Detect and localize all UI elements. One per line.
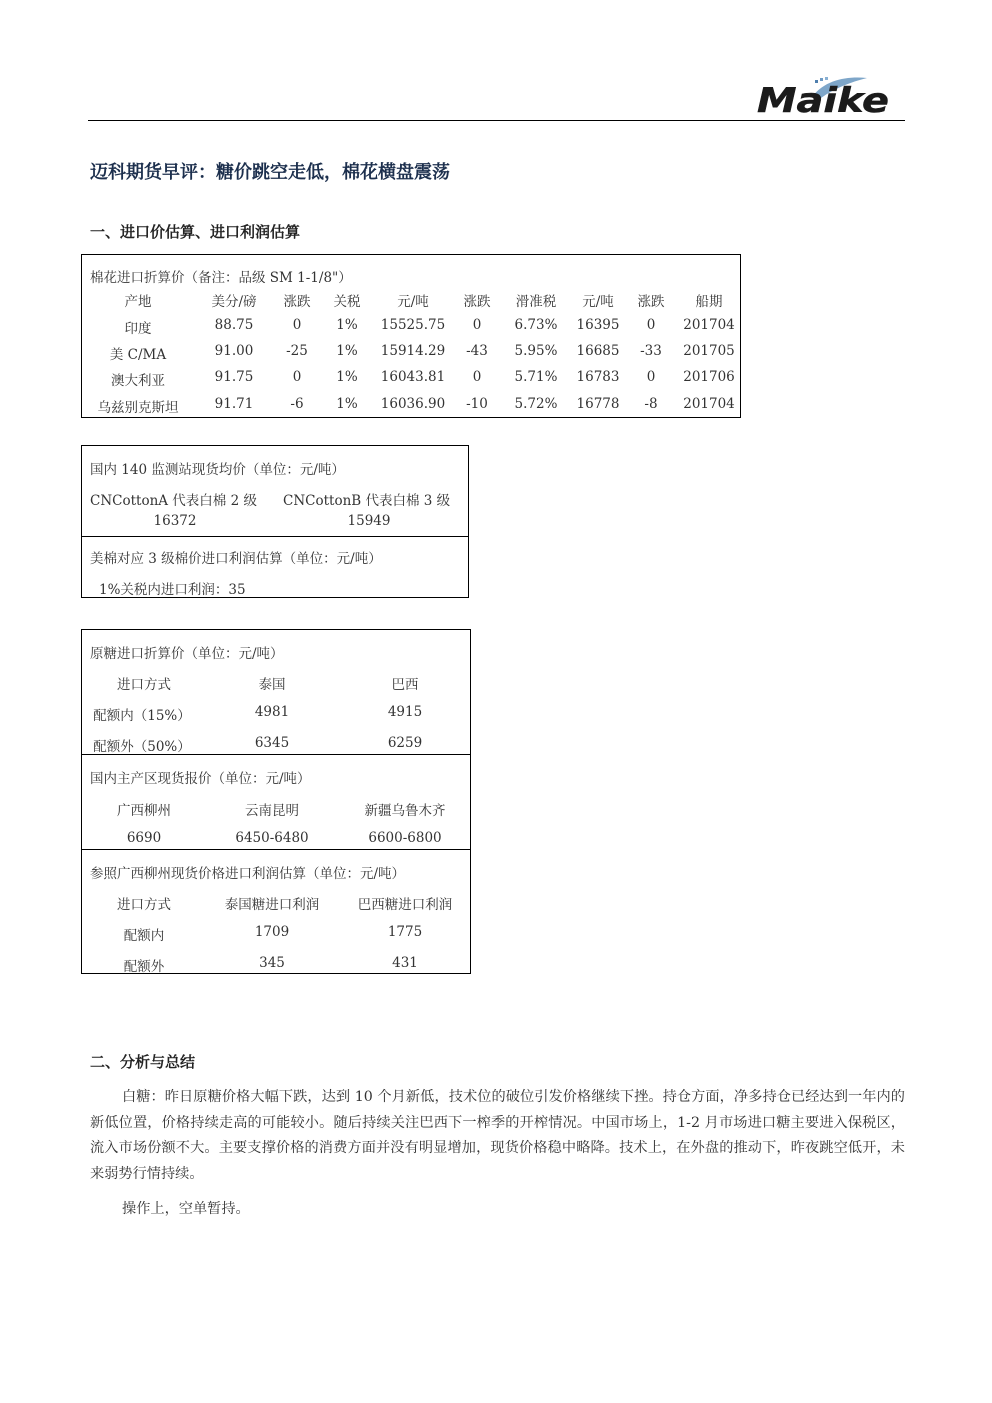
cotton-import-cell: -43: [466, 343, 488, 359]
sugar-profit-header: 泰国糖进口利润: [224, 897, 320, 913]
cotton-import-cell: 0: [472, 317, 482, 333]
cotton-profit-caption: 美棉对应 3 级棉价进口利润估算（单位：元/吨）: [90, 551, 382, 567]
divider: [82, 849, 470, 850]
sugar-import-caption: 原糖进口折算价（单位：元/吨）: [90, 646, 284, 662]
cotton-import-cell: 5.71%: [514, 369, 558, 385]
cotton-import-header: 元/吨: [582, 294, 614, 310]
cotton-import-cell: 16043.81: [380, 369, 446, 385]
sugar-import-header: 泰国: [258, 677, 286, 693]
sugar-profit-cell: 345: [259, 955, 285, 971]
domestic-cotton-caption: 国内 140 监测站现货均价（单位：元/吨）: [90, 462, 345, 478]
divider: [82, 536, 468, 537]
cotton-import-cell: -8: [644, 396, 658, 412]
cotton-import-header: 船期: [695, 294, 723, 310]
cotton-import-header: 滑准税: [515, 294, 557, 310]
divider: [82, 754, 470, 755]
cotton-import-cell: 201705: [683, 343, 735, 359]
cotton-import-cell: 91.00: [214, 343, 254, 359]
cotton-import-cell: 16036.90: [380, 396, 446, 412]
cotton-import-cell: 15525.75: [380, 317, 446, 333]
cotton-import-caption: 棉花进口折算价（备注：品级 SM 1-1/8"）: [90, 270, 352, 286]
cncotton-b-label: CNCottonB 代表白棉 3 级: [283, 493, 451, 509]
cotton-import-cell: 16778: [576, 396, 620, 412]
sugar-spot-value: 6450-6480: [235, 830, 309, 846]
cotton-import-cell: 0: [472, 369, 482, 385]
cotton-import-cell: 88.75: [214, 317, 254, 333]
cncotton-a-value: 16372: [153, 513, 197, 529]
sugar-spot-header: 云南昆明: [245, 803, 299, 819]
sugar-spot-header: 新疆乌鲁木齐: [364, 803, 446, 819]
cotton-import-cell: 澳大利亚: [111, 373, 165, 389]
cotton-import-header: 涨跌: [637, 294, 665, 310]
cotton-import-cell: 15914.29: [380, 343, 446, 359]
cncotton-a-label: CNCottonA 代表白棉 2 级: [90, 493, 257, 509]
sugar-import-header: 巴西: [391, 677, 419, 693]
cotton-import-cell: 0: [292, 317, 302, 333]
logo-text: Maike: [757, 81, 889, 118]
cotton-import-cell: 201706: [683, 369, 735, 385]
sugar-profit-header: 巴西糖进口利润: [357, 897, 453, 913]
cotton-import-cell: 1%: [336, 343, 358, 359]
sugar-table: [81, 629, 471, 974]
cotton-import-header: 涨跌: [283, 294, 311, 310]
cotton-import-cell: -25: [286, 343, 308, 359]
sugar-import-cell: 6345: [254, 735, 290, 751]
sugar-import-cell: 6259: [387, 735, 423, 751]
sugar-spot-caption: 国内主产区现货报价（单位：元/吨）: [90, 771, 311, 787]
cotton-import-header: 美分/磅: [211, 294, 257, 310]
section-2-heading: 二、分析与总结: [90, 1053, 196, 1071]
cotton-import-cell: 201704: [683, 396, 735, 412]
sugar-profit-header: 进口方式: [117, 897, 171, 913]
sugar-profit-cell: 1775: [387, 924, 423, 940]
cotton-import-cell: 6.73%: [514, 317, 558, 333]
cotton-import-cell: 印度: [124, 321, 152, 337]
cotton-import-cell: 91.75: [214, 369, 254, 385]
cotton-import-cell: 乌兹别克斯坦: [97, 400, 179, 416]
sugar-profit-cell: 配额内: [123, 928, 165, 944]
cotton-import-cell: 1%: [336, 396, 358, 412]
header-rule: [88, 120, 905, 121]
cotton-import-cell: 0: [646, 317, 656, 333]
cotton-import-cell: 0: [646, 369, 656, 385]
cotton-import-cell: 1%: [336, 369, 358, 385]
sugar-import-cell: 4981: [254, 704, 290, 720]
sugar-profit-cell: 配额外: [123, 959, 165, 975]
cotton-import-cell: -6: [290, 396, 304, 412]
cotton-import-cell: 201704: [683, 317, 735, 333]
cncotton-b-value: 15949: [347, 513, 391, 529]
cotton-import-cell: 美 C/MA: [109, 347, 167, 363]
operation-paragraph: 操作上，空单暂持。: [122, 1201, 250, 1217]
cotton-import-cell: -10: [466, 396, 488, 412]
section-1-heading: 一、进口价估算、进口利润估算: [90, 223, 301, 241]
sugar-profit-caption: 参照广西柳州现货价格进口利润估算（单位：元/吨）: [90, 866, 406, 882]
maike-logo: [755, 74, 895, 118]
sugar-profit-cell: 431: [392, 955, 418, 971]
domestic-cotton-table: [81, 445, 469, 598]
cotton-import-cell: 16685: [576, 343, 620, 359]
sugar-import-cell: 配额内（15%）: [93, 708, 191, 724]
cotton-import-cell: 91.71: [214, 396, 254, 412]
sugar-spot-value: 6600-6800: [368, 830, 442, 846]
sugar-spot-value: 6690: [126, 830, 162, 846]
cotton-import-header: 元/吨: [397, 294, 429, 310]
cotton-import-header: 产地: [124, 294, 152, 310]
cotton-import-cell: -33: [640, 343, 662, 359]
cotton-import-cell: 5.95%: [514, 343, 558, 359]
cotton-import-header: 涨跌: [463, 294, 491, 310]
cotton-import-cell: 5.72%: [514, 396, 558, 412]
cotton-import-table: [81, 254, 741, 418]
cotton-import-header: 关税: [333, 294, 361, 310]
sugar-profit-cell: 1709: [254, 924, 290, 940]
analysis-paragraph: 白糖：昨日原糖价格大幅下跌，达到 10 个月新低，技术位的破位引发价格继续下挫。持仓方面，净多持仓已经达到一年内的新低位置，价格持续走高的可能较小。随后持续关注巴西下一榨季的开榨情况。中国市场上，1-2 月市场进口糖主要进入保税区，流入市场份额不大。主要支撑价格的消费方面并没有明显增加，现货价格稳中略降。技术上，在外盘的推动下，昨夜跳空低开，未来弱势行情持续。: [90, 1089, 905, 1182]
cotton-profit-line: 1%关税内进口利润：35: [99, 582, 246, 598]
sugar-spot-header: 广西柳州: [117, 803, 171, 819]
sugar-import-cell: 配额外（50%）: [93, 739, 191, 755]
cotton-import-cell: 16395: [576, 317, 620, 333]
cotton-import-cell: 1%: [336, 317, 358, 333]
sugar-import-header: 进口方式: [117, 677, 171, 693]
cotton-import-cell: 16783: [576, 369, 620, 385]
cotton-import-cell: 0: [292, 369, 302, 385]
sugar-import-cell: 4915: [387, 704, 423, 720]
page-title: 迈科期货早评：糖价跳空走低，棉花横盘震荡: [90, 162, 450, 183]
